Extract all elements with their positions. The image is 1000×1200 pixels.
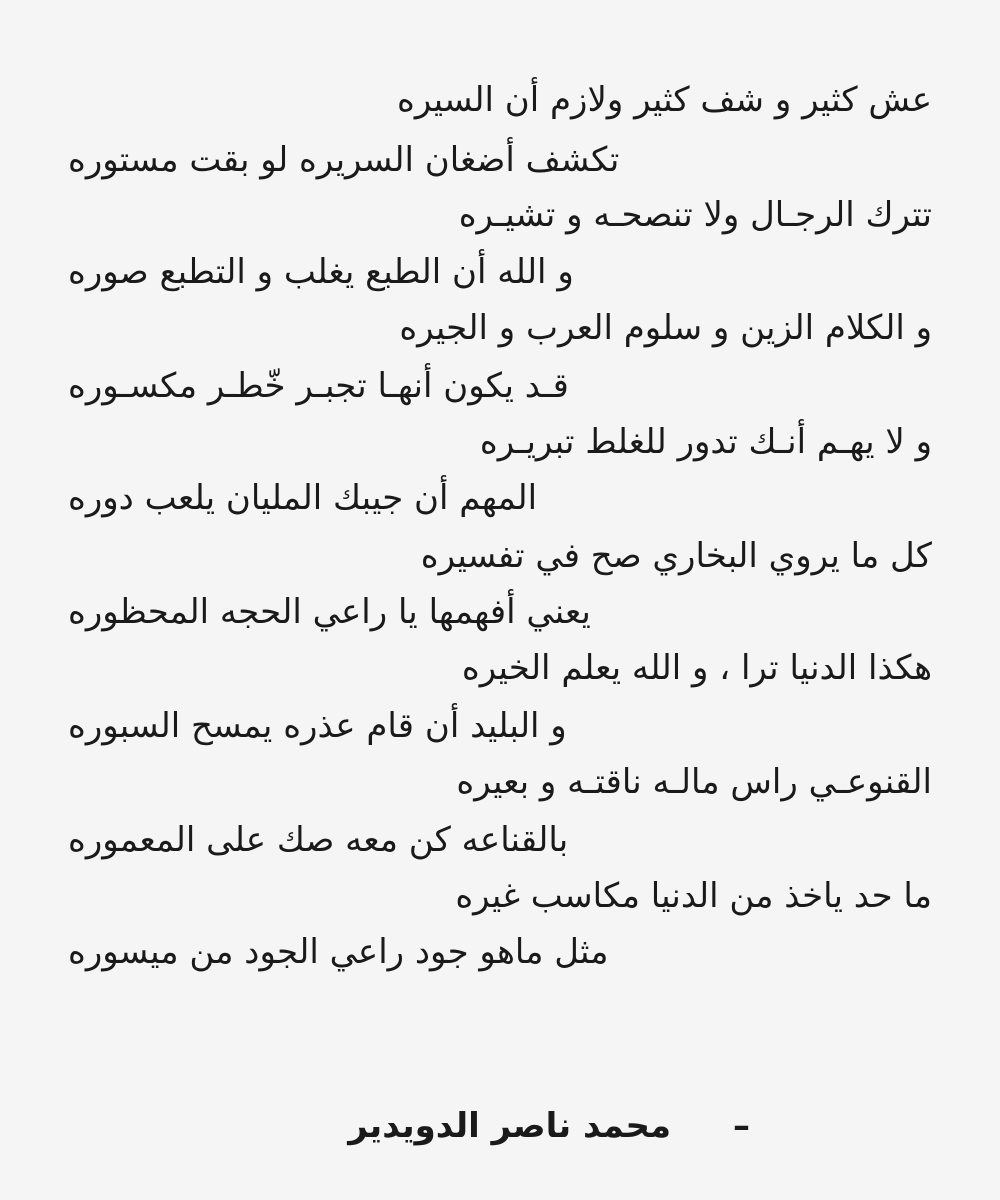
poet-name: محمد ناصر الدويدير — [348, 1106, 671, 1146]
verse-3: تترك الرجـال ولا تنصحـه و تشيـره — [458, 195, 932, 235]
verse-9: كل ما يروي البخاري صح في تفسيره — [420, 536, 932, 576]
verse-14: بالقناعه كن معه صك على المعموره — [68, 820, 569, 860]
verse-6: قـد يكون أنهـا تجبـر خّطـر مكسـوره — [68, 366, 569, 406]
verse-8: المهم أن جيبك المليان يلعب دوره — [68, 478, 538, 518]
verse-15: ما حد ياخذ من الدنيا مكاسب غيره — [455, 876, 932, 916]
verse-4: و الله أن الطبع يغلب و التطبع صوره — [68, 252, 574, 292]
verse-1: عش كثير و شف كثير ولازم أن السيره — [397, 80, 932, 120]
verse-10: يعني أفهمها يا راعي الحجه المحظوره — [68, 592, 591, 632]
verse-16: مثل ماهو جود راعي الجود من ميسوره — [68, 932, 609, 972]
verse-7: و لا يهـم أنـك تدور للغلط تبريـره — [479, 422, 932, 462]
verse-5: و الكلام الزين و سلوم العرب و الجيره — [399, 308, 932, 348]
verse-13: القنوعـي راس مالـه ناقتـه و بعيره — [456, 762, 932, 802]
signature-dash: – — [733, 1106, 750, 1146]
verse-2: تكشف أضغان السريره لو بقت مستوره — [68, 140, 620, 180]
verse-12: و البليد أن قام عذره يمسح السبوره — [68, 706, 567, 746]
verse-11: هكذا الدنيا ترا ، و الله يعلم الخيره — [461, 648, 932, 688]
poet-signature — [330, 1098, 750, 1154]
